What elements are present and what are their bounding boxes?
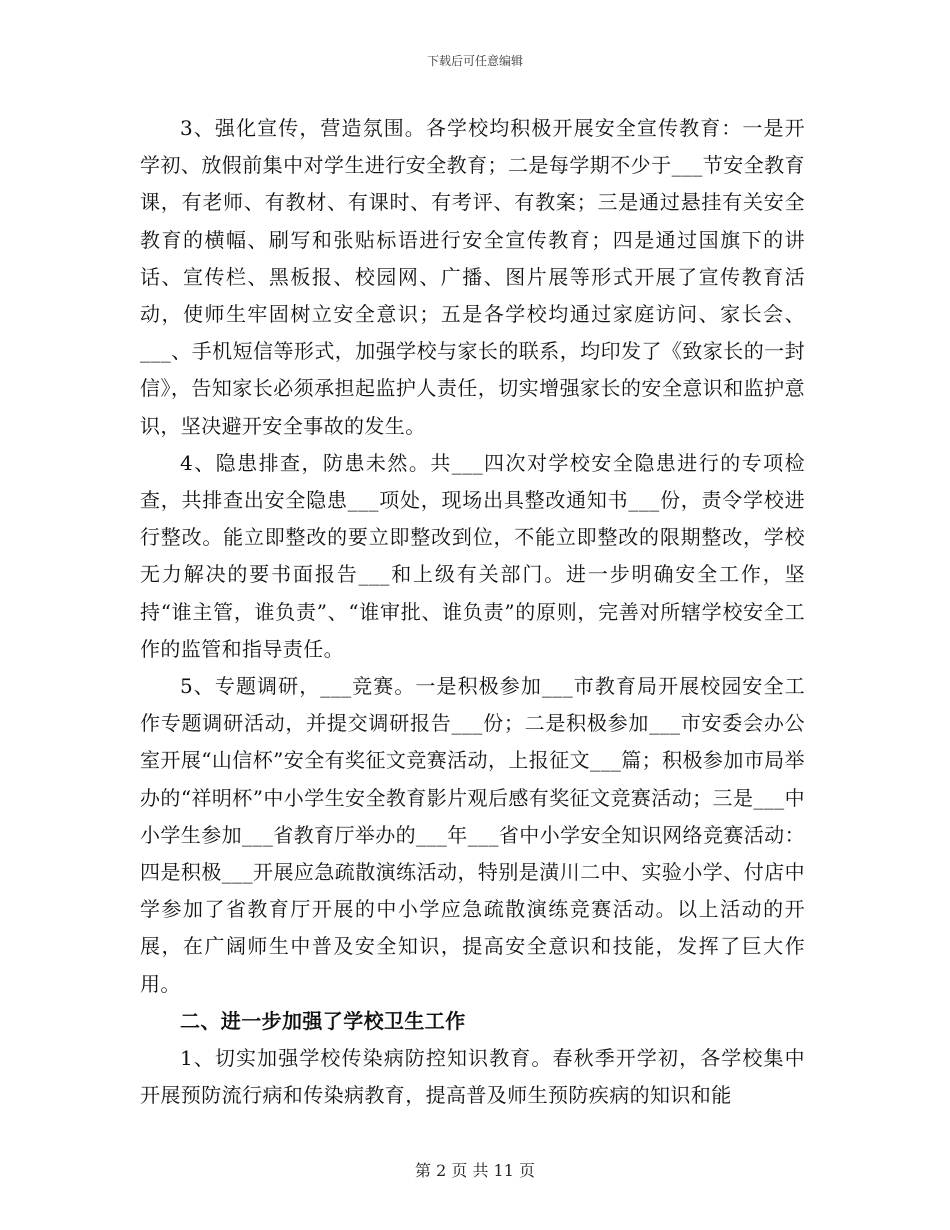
document-body [140,110,805,1114]
page-header: 下载后可任意编辑 [426,54,523,68]
paragraph-research-competition: 5、专题调研，___竞赛。一是积极参加___市教育局开展校园安全工作专题调研活动，并提交调研报告___份；二是积极参加___市安委会办公室开展“山信杯”安全有奖征文竞赛活动，上报征文___篇；积极参加市局举办的“祥明杯”中小学生安全教育影片观后感有奖征文竞赛活动；三是___中小学生参加___省教育厅举办的___年___省中小学安全知识网络竞赛活动：四是积极___开展应急疏散演练活动，特别是潢川二中、实验小学、付店中学参加了省教育厅开展的中小学应急疏散演练竞赛活动。以上活动的开展，在广阔师生中普及安全知识，提高安全意识和技能，发挥了巨大作用。 [140,674,805,996]
page-footer: 第 2 页 共 11 页 [415,1161,535,1180]
paragraph-hazard-inspection: 4、隐患排查，防患未然。共___四次对学校安全隐患进行的专项检查，共排查出安全隐患___项处，现场出具整改通知书___份，责令学校进行整改。能立即整改的要立即整改到位，不能立即整改的限期整改，学校无力解决的要书面报告___和上级有关部门。进一步明确安全工作，坚持“谁主管，谁负责”、“谁审批、谁负责”的原则，完善对所辖学校安全工作的监管和指导责任。 [140,450,805,661]
section-heading: 二、进一步加强了学校卫生工作 [180,1008,466,1033]
paragraph-publicity: 3、强化宣传，营造氛围。各学校均积极开展安全宣传教育：一是开学初、放假前集中对学生进行安全教育；二是每学期不少于___节安全教育课，有老师、有教材、有课时、有考评、有教案；三是通过悬挂有关安全教育的横幅、刷写和张贴标语进行安全宣传教育；四是通过国旗下的讲话、宣传栏、黑板报、校园网、广播、图片展等形式开展了宣传教育活动，使师生牢固树立安全意识；五是各学校均通过家庭访问、家长会、___、手机短信等形式，加强学校与家长的联系，均印发了《致家长的一封信》，告知家长必须承担起监护人责任，切实增强家长的安全意识和监护意识，坚决避开安全事故的发生。 [140,116,805,438]
paragraph-infectious-disease: 1、切实加强学校传染病防控知识教育。春秋季开学初，各学校集中开展预防流行病和传染病教育，提高普及师生预防疾病的知识和能 [140,1046,805,1108]
